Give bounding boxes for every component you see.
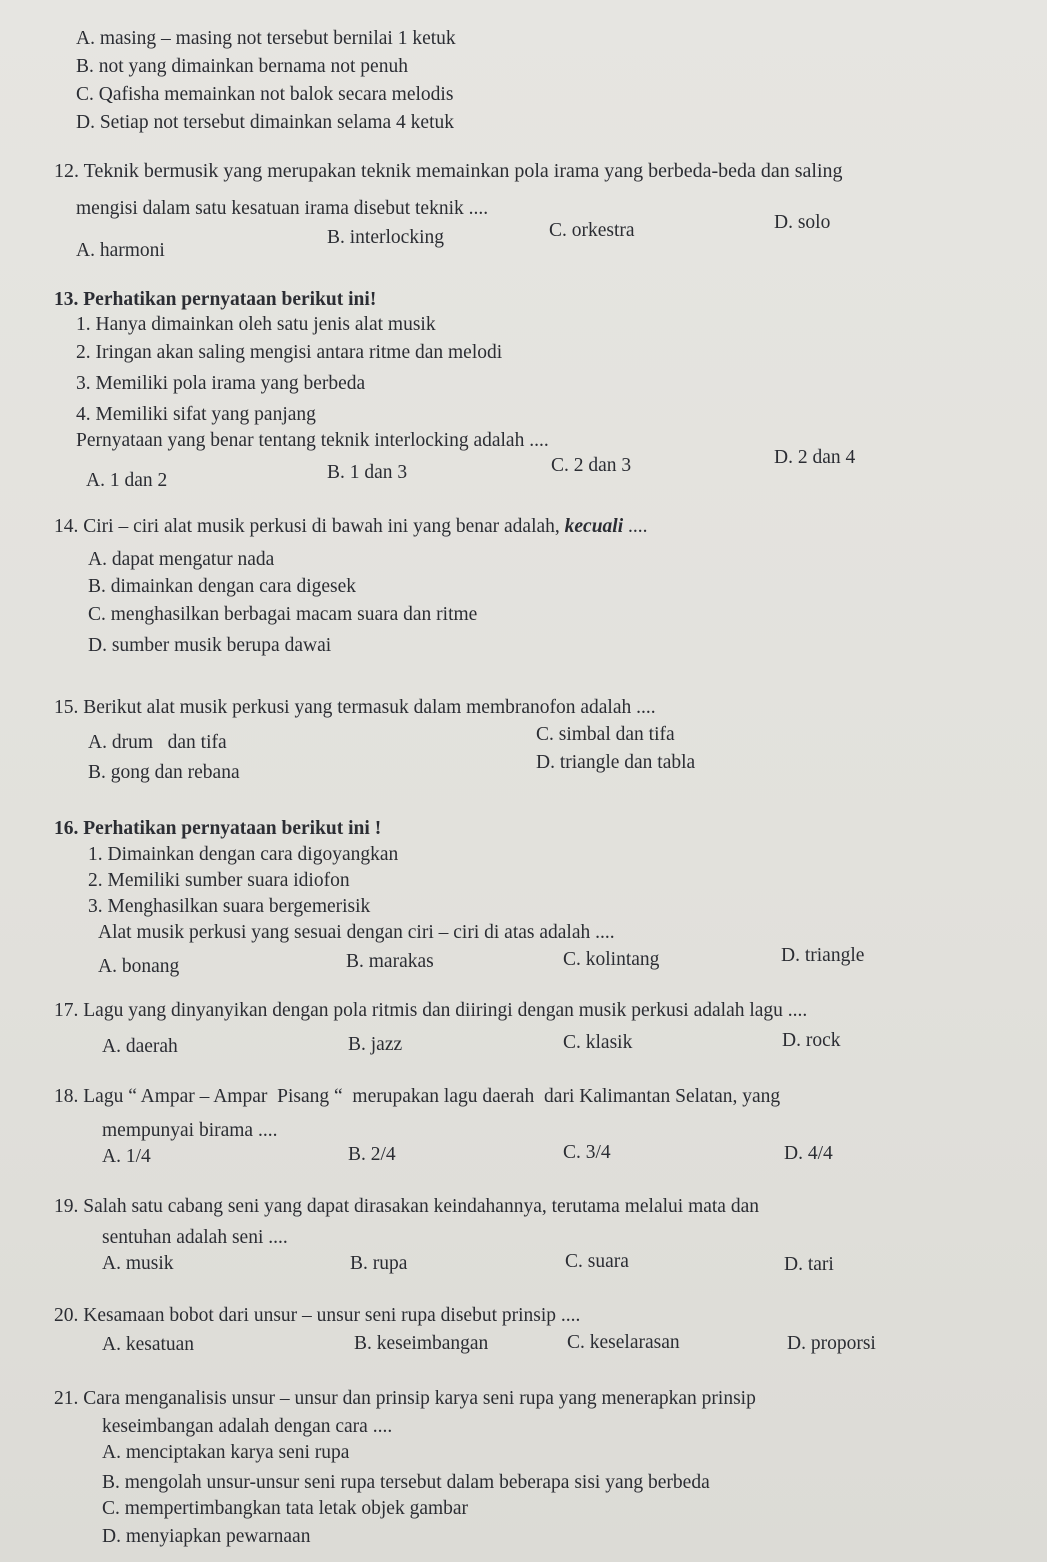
q15-option-c: C. simbal dan tifa	[536, 724, 675, 745]
q17-option-b: B. jazz	[348, 1034, 403, 1055]
question-19: 19. Salah satu cabang seni yang dapat dirasakan keindahannya, terutama melalui mata dan	[54, 1196, 759, 1217]
q19-option-c: C. suara	[565, 1251, 629, 1272]
question-17: 17. Lagu yang dinyanyikan dengan pola ritmis dan diiringi dengan musik perkusi adalah lagu ....	[54, 1000, 808, 1021]
q14-option-d: D. sumber musik berupa dawai	[88, 635, 332, 656]
q17-option-a: A. daerah	[102, 1036, 178, 1057]
q16-option-a: A. bonang	[98, 956, 180, 977]
q18-option-c: C. 3/4	[563, 1142, 611, 1163]
q19-option-d: D. tari	[784, 1254, 834, 1275]
q16-statement-3: 3. Menghasilkan suara bergemerisik	[88, 896, 371, 917]
q14-option-c: C. menghasilkan berbagai macam suara dan ritme	[88, 604, 478, 625]
question-16-title: 16. Perhatikan pernyataan berikut ini !	[54, 818, 382, 839]
question-18-cont: mempunyai birama ....	[102, 1120, 278, 1141]
q13-option-b: B. 1 dan 3	[327, 462, 408, 483]
question-14	[54, 516, 648, 538]
q17-option-c: C. klasik	[563, 1032, 633, 1053]
question-19-cont: sentuhan adalah seni ....	[102, 1227, 288, 1248]
q16-option-c: C. kolintang	[563, 949, 660, 970]
q16-question: Alat musik perkusi yang sesuai dengan ciri – ciri di atas adalah ....	[98, 922, 615, 943]
question-20: 20. Kesamaan bobot dari unsur – unsur seni rupa disebut prinsip ....	[54, 1305, 581, 1326]
q13-question: Pernyataan yang benar tentang teknik interlocking adalah ....	[76, 430, 549, 451]
question-18: 18. Lagu “ Ampar – Ampar Pisang “ merupakan lagu daerah dari Kalimantan Selatan, yang	[54, 1086, 781, 1107]
q14-option-a: A. dapat mengatur nada	[88, 549, 275, 570]
option-b: B. not yang dimainkan bernama not penuh	[76, 56, 408, 77]
q12-option-b: B. interlocking	[327, 227, 444, 248]
q14-question-text: 14. Ciri – ciri alat musik perkusi di bawah ini yang benar adalah,	[54, 516, 565, 537]
q13-statement-3: 3. Memiliki pola irama yang berbeda	[76, 373, 366, 394]
q14-option-b: B. dimainkan dengan cara digesek	[88, 576, 357, 597]
q14-emphasis: kecuali	[564, 516, 624, 537]
option-a: A. masing – masing not tersebut bernilai 1 ketuk	[76, 28, 456, 49]
q13-statement-1: 1. Hanya dimainkan oleh satu jenis alat musik	[76, 314, 436, 335]
q16-statement-2: 2. Memiliki sumber suara idiofon	[88, 870, 350, 891]
q13-statement-4: 4. Memiliki sifat yang panjang	[76, 404, 316, 425]
q15-option-b: B. gong dan rebana	[88, 762, 240, 783]
question-12: 12. Teknik bermusik yang merupakan teknik memainkan pola irama yang berbeda-beda dan saling	[54, 160, 843, 182]
question-15: 15. Berikut alat musik perkusi yang termasuk dalam membranofon adalah ....	[54, 697, 656, 718]
q14-question-end: ....	[623, 516, 648, 537]
q17-option-d: D. rock	[782, 1030, 841, 1051]
q18-option-b: B. 2/4	[348, 1144, 396, 1165]
q19-option-a: A. musik	[102, 1253, 174, 1274]
q19-option-b: B. rupa	[350, 1253, 408, 1274]
option-c: C. Qafisha memainkan not balok secara melodis	[76, 84, 454, 105]
q18-option-a: A. 1/4	[102, 1146, 151, 1167]
q13-option-d: D. 2 dan 4	[774, 447, 856, 468]
q15-option-a: A. drum dan tifa	[88, 732, 227, 753]
q21-option-a: A. menciptakan karya seni rupa	[102, 1442, 350, 1463]
q20-option-d: D. proporsi	[787, 1333, 876, 1354]
question-13-title: 13. Perhatikan pernyataan berikut ini!	[54, 289, 377, 310]
q21-option-b: B. mengolah unsur-unsur seni rupa tersebut dalam beberapa sisi yang berbeda	[102, 1472, 710, 1493]
q12-option-c: C. orkestra	[549, 220, 635, 241]
q16-option-d: D. triangle	[781, 945, 865, 966]
option-d: D. Setiap not tersebut dimainkan selama 4 ketuk	[76, 112, 454, 133]
question-21: 21. Cara menganalisis unsur – unsur dan prinsip karya seni rupa yang menerapkan prinsip	[54, 1388, 756, 1409]
q20-option-c: C. keselarasan	[567, 1332, 680, 1353]
q13-option-a: A. 1 dan 2	[86, 470, 168, 491]
q15-option-d: D. triangle dan tabla	[536, 752, 696, 773]
question-12-cont: mengisi dalam satu kesatuan irama disebut teknik ....	[76, 198, 489, 219]
q20-option-a: A. kesatuan	[102, 1334, 195, 1355]
question-21-cont: keseimbangan adalah dengan cara ....	[102, 1416, 393, 1437]
q21-option-d: D. menyiapkan pewarnaan	[102, 1526, 311, 1547]
q21-option-c: C. mempertimbangkan tata letak objek gambar	[102, 1498, 469, 1519]
q16-option-b: B. marakas	[346, 951, 434, 972]
q13-statement-2: 2. Iringan akan saling mengisi antara ritme dan melodi	[76, 342, 503, 363]
q18-option-d: D. 4/4	[784, 1143, 833, 1164]
q12-option-d: D. solo	[774, 212, 831, 233]
q16-statement-1: 1. Dimainkan dengan cara digoyangkan	[88, 844, 399, 865]
q20-option-b: B. keseimbangan	[354, 1333, 489, 1354]
q12-option-a: A. harmoni	[76, 240, 165, 261]
q13-option-c: C. 2 dan 3	[551, 455, 632, 476]
